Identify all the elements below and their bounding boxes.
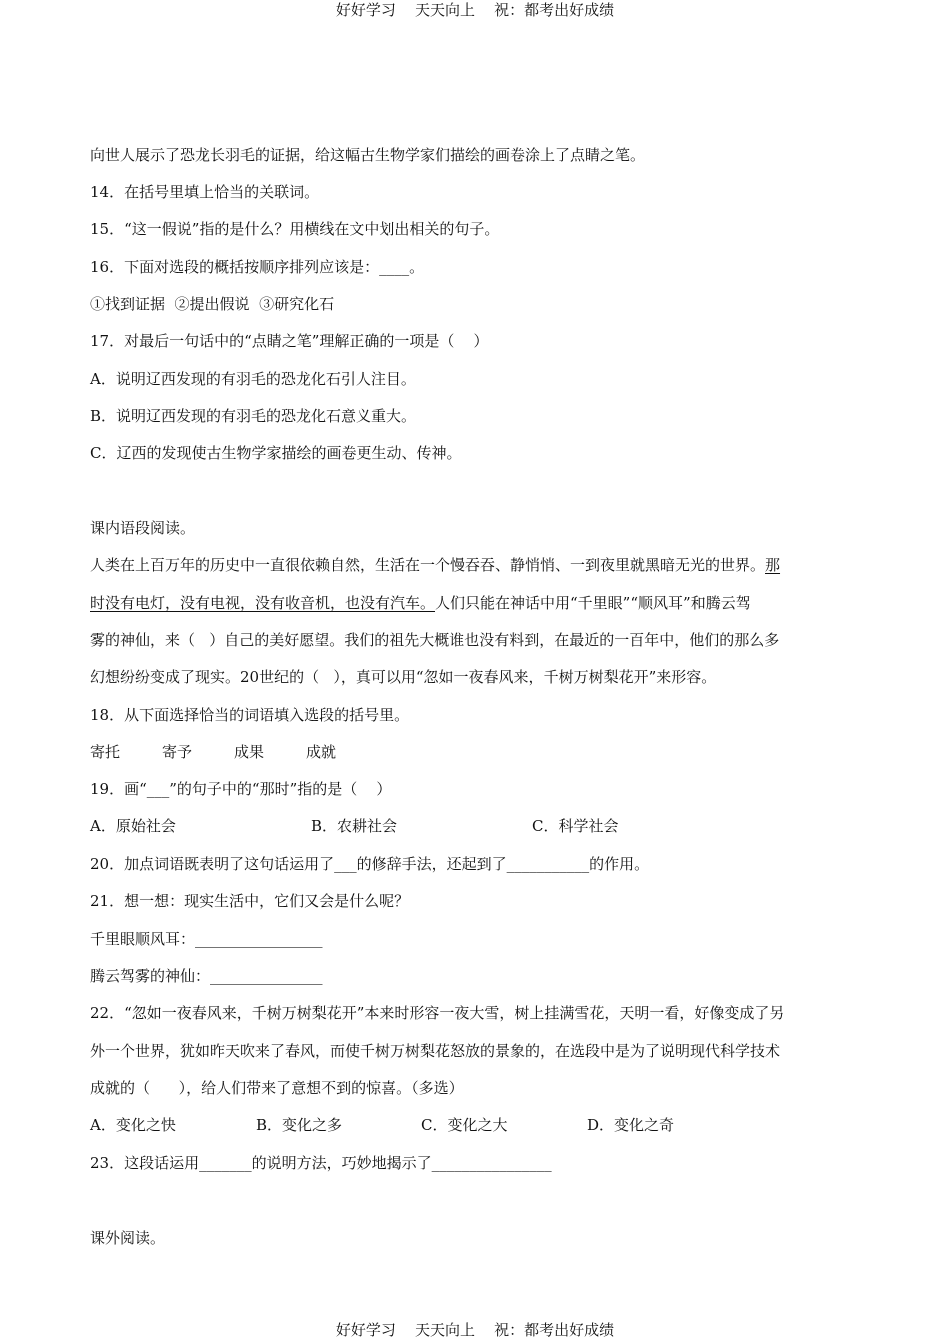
question-22-option: A．变化之快 — [90, 1116, 176, 1134]
question-16: 16．下面对选段的概括按顺序排列应该是：____。 — [90, 258, 425, 276]
question-22-option: D．变化之奇 — [587, 1116, 675, 1134]
question-21-blank-a: 千里眼顺风耳：_________________ — [90, 930, 323, 948]
question-23: 23．这段话运用_______的说明方法，巧妙地揭示了________________ — [90, 1154, 552, 1172]
section-title-in-class-reading: 课内语段阅读。 — [90, 519, 196, 537]
word-choice: 成果 — [234, 743, 265, 761]
underlined-sentence-end: 时没有电灯，没有电视，没有收音机，也没有汽车。 — [90, 594, 436, 612]
passage-line-2 — [90, 592, 751, 614]
question-17-option-a: A．说明辽西发现的有羽毛的恐龙化石引人注目。 — [90, 370, 416, 388]
passage-continuation: 向世人展示了恐龙长羽毛的证据，给这幅古生物学家们描绘的画卷涂上了点睛之笔。 — [90, 146, 646, 164]
question-21: 21．想一想：现实生活中，它们又会是什么呢？ — [90, 892, 410, 910]
page-footer: 好好学习 天天向上 祝：都考出好成绩 — [335, 1321, 615, 1339]
question-16-items: ①找到证据 ②提出假说 ③研究化石 — [90, 295, 335, 313]
question-19-option: C．科学社会 — [532, 817, 619, 835]
passage-line-3: 雾的神仙，来（ ）自己的美好愿望。我们的祖先大概谁也没有料到，在最近的一百年中，他们的那么多 — [90, 631, 780, 649]
word-choice: 成就 — [306, 743, 337, 761]
word-choice: 寄托 — [90, 743, 121, 761]
passage-line-1 — [90, 554, 780, 576]
word-choice: 寄予 — [162, 743, 193, 761]
question-15: 15．“这一假说”指的是什么？用横线在文中划出相关的句子。 — [90, 220, 500, 238]
question-22-line-2: 外一个世界，犹如昨天吹来了春风，而使千树万树梨花怒放的景象的，在选段中是为了说明现代科学技术 — [90, 1042, 781, 1060]
question-20: 20．加点词语既表明了这句话运用了___的修辞手法，还起到了___________的作用。 — [90, 855, 650, 873]
question-22-line-3: 成就的（ ），给人们带来了意想不到的惊喜。（多选） — [90, 1079, 464, 1097]
page-header: 好好学习 天天向上 祝：都考出好成绩 — [335, 1, 615, 19]
question-17-option-b: B．说明辽西发现的有羽毛的恐龙化石意义重大。 — [90, 407, 417, 425]
section-title-extracurricular-reading: 课外阅读。 — [90, 1229, 166, 1247]
question-18: 18．从下面选择恰当的词语填入选段的括号里。 — [90, 706, 410, 724]
question-17-option-c: C．辽西的发现使古生物学家描绘的画卷更生动、传神。 — [90, 444, 462, 462]
passage-line-4: 幻想纷纷变成了现实。20世纪的（ ），真可以用“忽如一夜春风来，千树万树梨花开”来形容。 — [90, 668, 717, 686]
question-14: 14．在括号里填上恰当的关联词。 — [90, 183, 320, 201]
question-21-blank-b: 腾云驾雾的神仙：_______________ — [90, 967, 323, 985]
question-22-option: C．变化之大 — [421, 1116, 508, 1134]
question-19-option: B．农耕社会 — [311, 817, 398, 835]
passage-line-2-text: 人们只能在神话中用“千里眼”“顺风耳”和腾云驾 — [435, 594, 751, 612]
question-22-line-1: 22．“忽如一夜春风来，千树万树梨花开”本来时形容一夜大雪，树上挂满雪花，天明一看，好像变成了另 — [90, 1004, 785, 1022]
underlined-sentence-start: 那 — [765, 556, 781, 574]
question-22-option: B．变化之多 — [256, 1116, 343, 1134]
passage-line-1-text: 人类在上百万年的历史中一直很依赖自然，生活在一个慢吞吞、静悄悄、一到夜里就黑暗无光的世界。 — [90, 556, 766, 574]
question-19-option: A．原始社会 — [90, 817, 176, 835]
question-17: 17．对最后一句话中的“点睛之笔”理解正确的一项是（ ） — [90, 332, 489, 350]
question-19: 19．画“___”的句子中的“那时”指的是（ ） — [90, 780, 392, 798]
